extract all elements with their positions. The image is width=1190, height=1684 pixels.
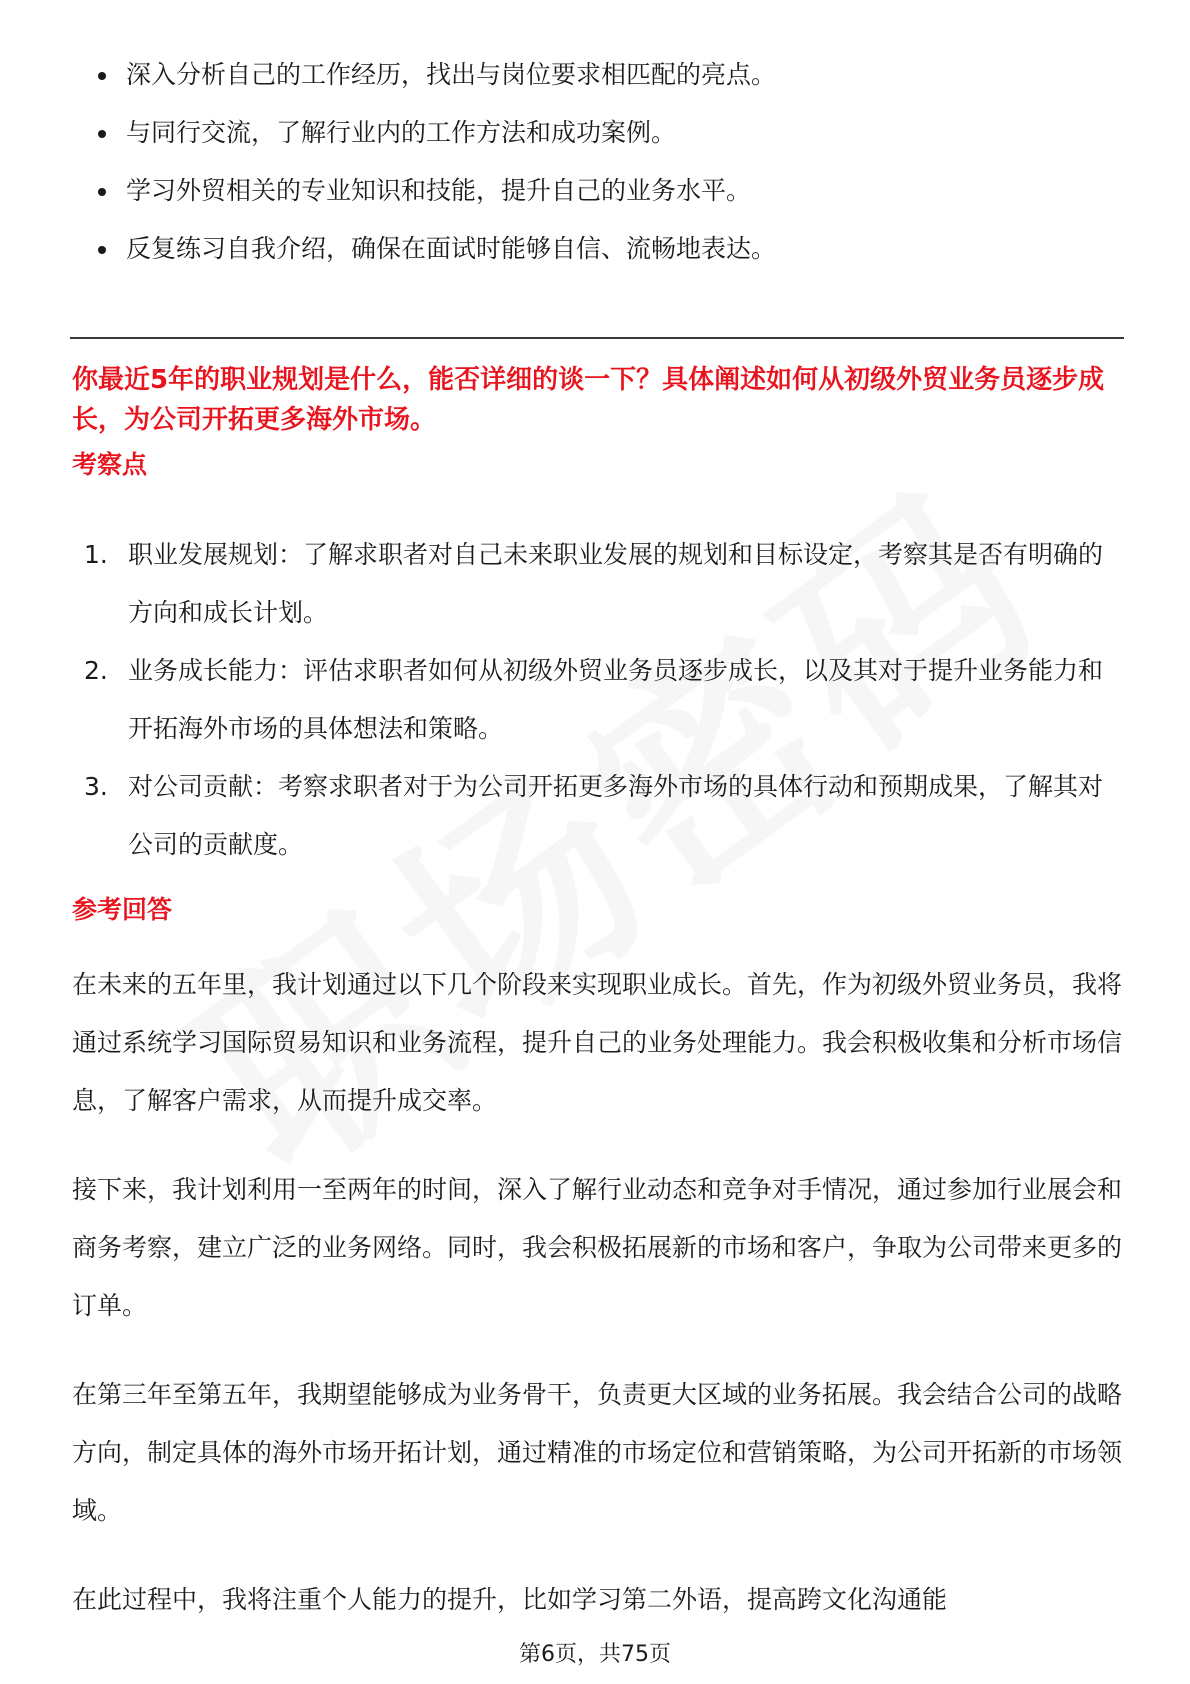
examine-point-item [84,758,1124,874]
examine-point-text: 职业发展规划：了解求职者对自己未来职业发展的规划和目标设定，考察其是否有明确的方向和成长计划。 [128,540,1104,627]
bullet-dot-icon [98,130,106,138]
bullet-dot-icon [98,246,106,254]
item-number: 2. [84,656,108,685]
section-heading-examine: 考察点 [72,450,148,479]
bullet-list [98,58,776,290]
bullet-text: 深入分析自己的工作经历，找出与岗位要求相匹配的亮点。 [126,60,777,89]
item-number: 1. [84,540,108,569]
examine-point-text: 业务成长能力：评估求职者如何从初级外贸业务员逐步成长，以及其对于提升业务能力和开拓海外市场的具体想法和策略。 [128,656,1104,743]
section-divider [70,337,1124,339]
bullet-text: 与同行交流，了解行业内的工作方法和成功案例。 [126,118,677,147]
bullet-item [98,116,776,150]
bullet-item [98,58,776,92]
examine-point-list [84,526,1124,874]
section-heading-answer: 参考回答 [72,895,173,924]
item-number: 3. [84,772,108,801]
examine-point-item [84,642,1124,758]
answer-paragraph: 在第三年至第五年，我期望能够成为业务骨干，负责更大区域的业务拓展。我会结合公司的战略方向，制定具体的海外市场开拓计划，通过精准的市场定位和营销策略，为公司开拓新的市场领域。 [72,1380,1123,1525]
answer-paragraph: 在此过程中，我将注重个人能力的提升，比如学习第二外语，提高跨文化沟通能 [72,1585,948,1614]
bullet-dot-icon [98,188,106,196]
interview-question: 你最近5年的职业规划是什么，能否详细的谈一下？具体阐述如何从初级外贸业务员逐步成长，为公司开拓更多海外市场。 [72,365,1105,435]
page-number-footer: 第6页，共75页 [519,1642,671,1667]
examine-point-text: 对公司贡献：考察求职者对于为公司开拓更多海外市场的具体行动和预期成果，了解其对公司的贡献度。 [128,772,1104,859]
bullet-dot-icon [98,72,106,80]
bullet-text: 反复练习自我介绍，确保在面试时能够自信、流畅地表达。 [126,234,777,263]
answer-paragraph: 接下来，我计划利用一至两年的时间，深入了解行业动态和竞争对手情况，通过参加行业展会和商务考察，建立广泛的业务网络。同时，我会积极拓展新的市场和客户，争取为公司带来更多的订单。 [72,1175,1123,1320]
bullet-text: 学习外贸相关的专业知识和技能，提升自己的业务水平。 [126,176,752,205]
examine-point-item [84,526,1124,642]
bullet-item [98,232,776,266]
answer-paragraph: 在未来的五年里，我计划通过以下几个阶段来实现职业成长。首先，作为初级外贸业务员，我将通过系统学习国际贸易知识和业务流程，提升自己的业务处理能力。我会积极收集和分析市场信息，了解客户需求，从而提升成交率。 [72,970,1123,1115]
bullet-item [98,174,776,208]
